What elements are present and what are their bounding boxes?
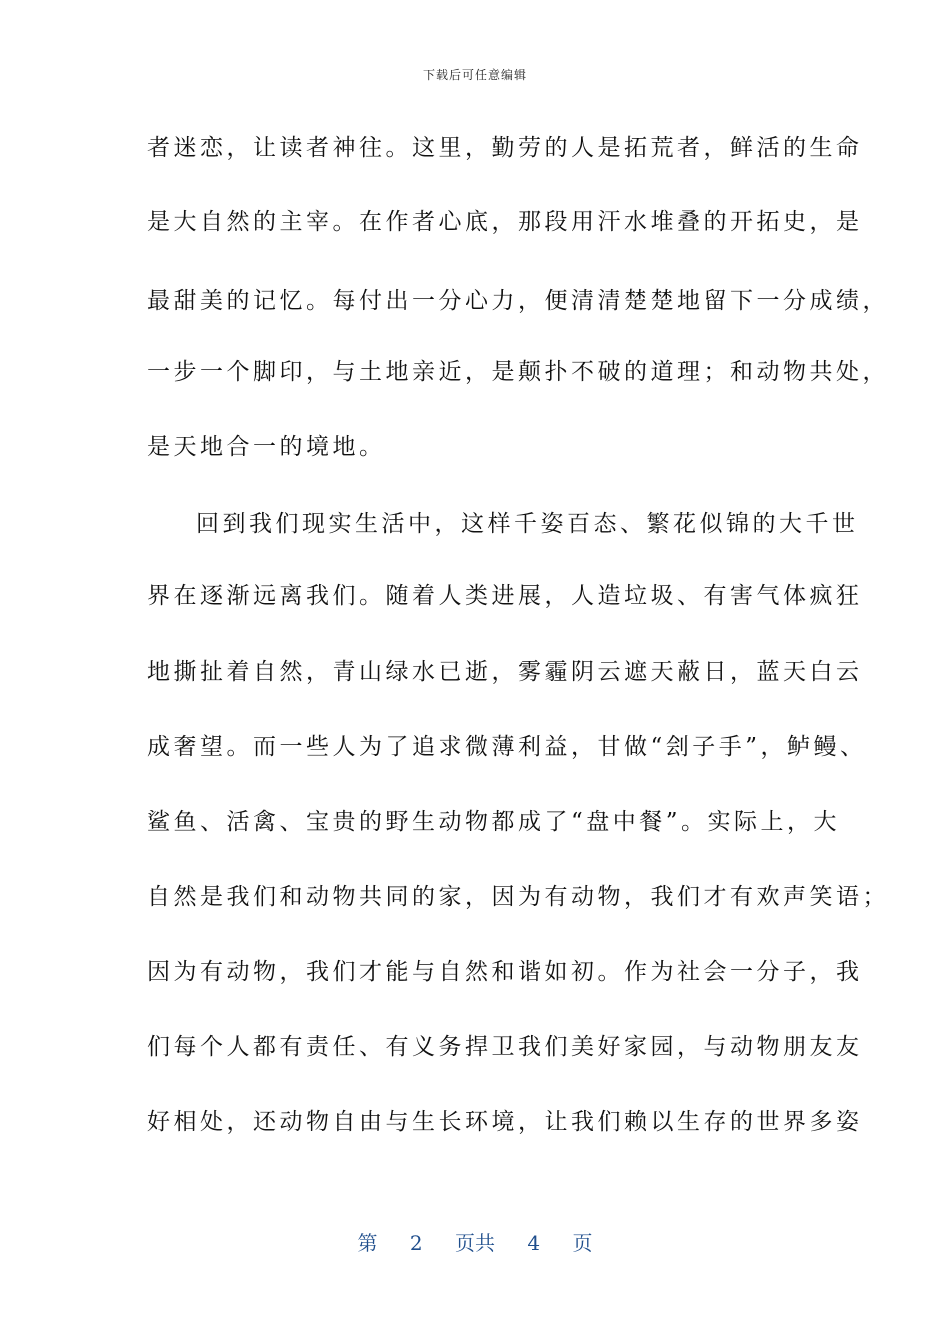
body-line: 们每个人都有责任、有义务捍卫我们美好家园，与动物朋友友 [147,1034,863,1060]
page-footer-middle: 页共 [455,1231,495,1255]
body-line: 成奢望。而一些人为了追求微薄利益，甘做“刽子手”，鲈鳗、 [147,734,867,760]
body-line: 鲨鱼、活禽、宝贵的野生动物都成了“盘中餐”。实际上，大 [147,809,841,835]
page-footer [0,1227,950,1256]
body-line: 是天地合一的境地。 [147,434,386,460]
paragraph-start-line: 回到我们现实生活中，这样千姿百态、繁花似锦的大千世 [196,511,859,537]
body-line: 最甜美的记忆。每付出一分心力，便清清楚楚地留下一分成绩， [147,288,889,314]
page-number: 2 [409,1231,423,1255]
body-line: 好相处，还动物自由与生长环境，让我们赖以生存的世界多姿 [147,1109,863,1135]
body-line: 者迷恋，让读者神往。这里，勤劳的人是拓荒者，鲜活的生命 [147,135,863,161]
body-line: 界在逐渐远离我们。随着人类进展，人造垃圾、有害气体疯狂 [147,583,863,609]
page-footer-prefix: 第 [357,1231,378,1255]
page-footer-suffix: 页 [572,1231,593,1255]
body-line: 一步一个脚印，与土地亲近，是颠扑不破的道理；和动物共处， [147,359,889,385]
page-total: 4 [527,1231,541,1255]
body-line: 自然是我们和动物共同的家，因为有动物，我们才有欢声笑语； [147,884,889,910]
body-line: 因为有动物，我们才能与自然和谐如初。作为社会一分子，我 [147,959,863,985]
body-line: 地撕扯着自然，青山绿水已逝，雾霾阴云遮天蔽日，蓝天白云 [147,659,863,685]
page-header: 下载后可任意编辑 [422,68,527,82]
body-line: 是大自然的主宰。在作者心底，那段用汗水堆叠的开拓史，是 [147,209,863,235]
